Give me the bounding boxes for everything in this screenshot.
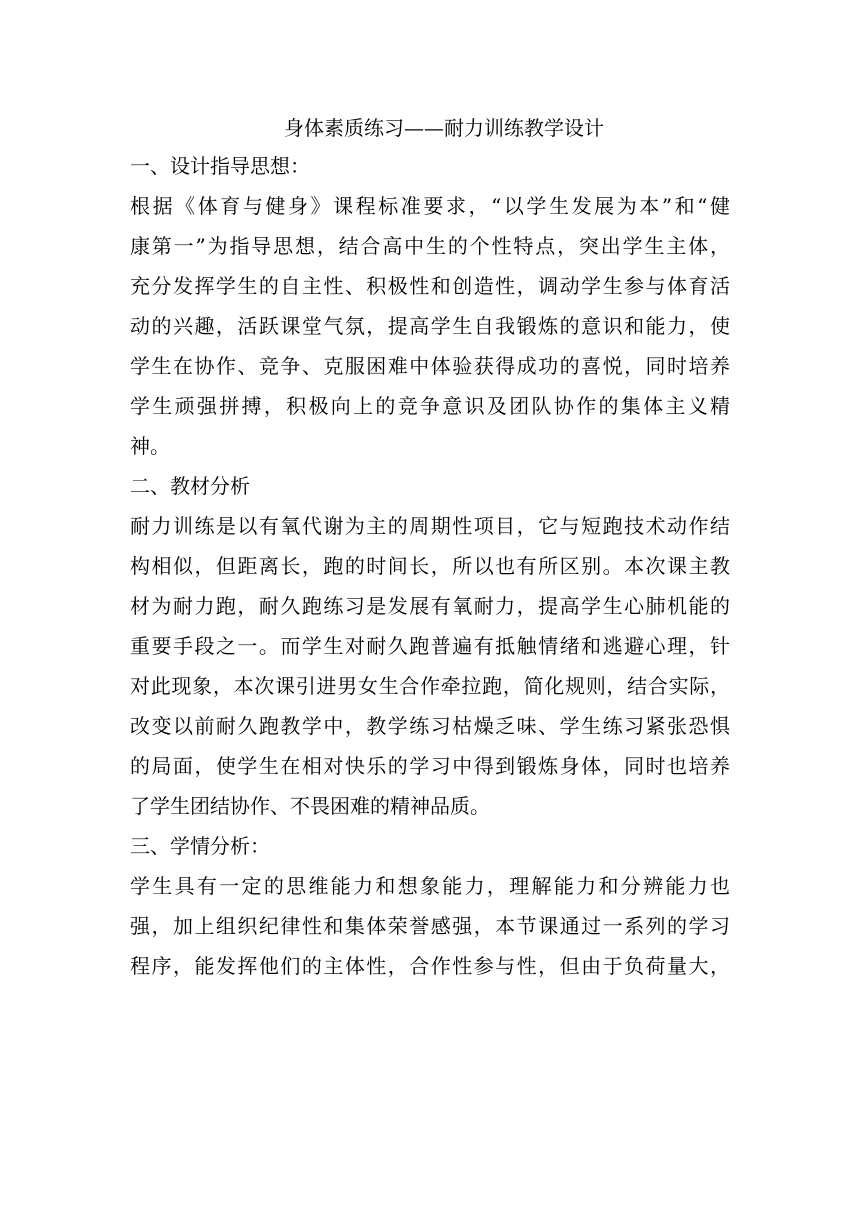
paragraph-line: 充分发挥学生的自主性、积极性和创造性，调动学生参与体育活 bbox=[130, 274, 730, 298]
section-paragraph bbox=[130, 866, 730, 986]
paragraph-line: 材为耐力跑，耐久跑练习是发展有氧耐力，提高学生心肺机能的 bbox=[130, 594, 730, 618]
paragraph-line: 了学生团结协作、不畏困难的精神品质。 bbox=[130, 794, 490, 818]
paragraph-line: 康第一”为指导思想，结合高中生的个性特点，突出学生主体， bbox=[130, 234, 730, 258]
paragraph-line: 的局面，使学生在相对快乐的学习中得到锻炼身体，同时也培养 bbox=[130, 754, 730, 778]
section-heading: 二、教材分析 bbox=[130, 474, 250, 498]
section-student-analysis bbox=[130, 826, 730, 986]
paragraph-line: 根据《体育与健身》课程标准要求，“以学生发展为本”和“健 bbox=[130, 194, 730, 218]
paragraph-line: 神。 bbox=[130, 434, 170, 458]
paragraph-line: 动的兴趣，活跃课堂气氛，提高学生自我锻炼的意识和能力，使 bbox=[130, 314, 730, 338]
paragraph-line: 对此现象，本次课引进男女生合作牵拉跑，简化规则，结合实际， bbox=[130, 674, 730, 698]
paragraph-line: 学生具有一定的思维能力和想象能力，理解能力和分辨能力也 bbox=[130, 874, 730, 898]
paragraph-line: 学生顽强拼搏，积极向上的竞争意识及团队协作的集体主义精 bbox=[130, 394, 730, 418]
section-heading: 三、学情分析： bbox=[130, 834, 270, 858]
section-material-analysis bbox=[130, 466, 730, 826]
paragraph-line: 构相似，但距离长，跑的时间长，所以也有所区别。本次课主教 bbox=[130, 554, 730, 578]
section-paragraph bbox=[130, 506, 730, 826]
document-title: 身体素质练习——耐力训练教学设计 bbox=[284, 116, 604, 140]
section-heading: 一、设计指导思想： bbox=[130, 154, 310, 178]
paragraph-line: 重要手段之一。而学生对耐久跑普遍有抵触情绪和逃避心理，针 bbox=[130, 634, 730, 658]
paragraph-line: 学生在协作、竞争、克服困难中体验获得成功的喜悦，同时培养 bbox=[130, 354, 730, 378]
paragraph-line: 耐力训练是以有氧代谢为主的周期性项目，它与短跑技术动作结 bbox=[130, 514, 730, 538]
section-paragraph bbox=[130, 186, 730, 466]
paragraph-line: 强，加上组织纪律性和集体荣誉感强，本节课通过一系列的学习 bbox=[130, 914, 730, 938]
section-design-philosophy bbox=[130, 146, 730, 466]
paragraph-line: 程序，能发挥他们的主体性，合作性参与性，但由于负荷量大， bbox=[130, 954, 730, 978]
paragraph-line: 改变以前耐久跑教学中，教学练习枯燥乏味、学生练习紧张恐惧 bbox=[130, 714, 730, 738]
